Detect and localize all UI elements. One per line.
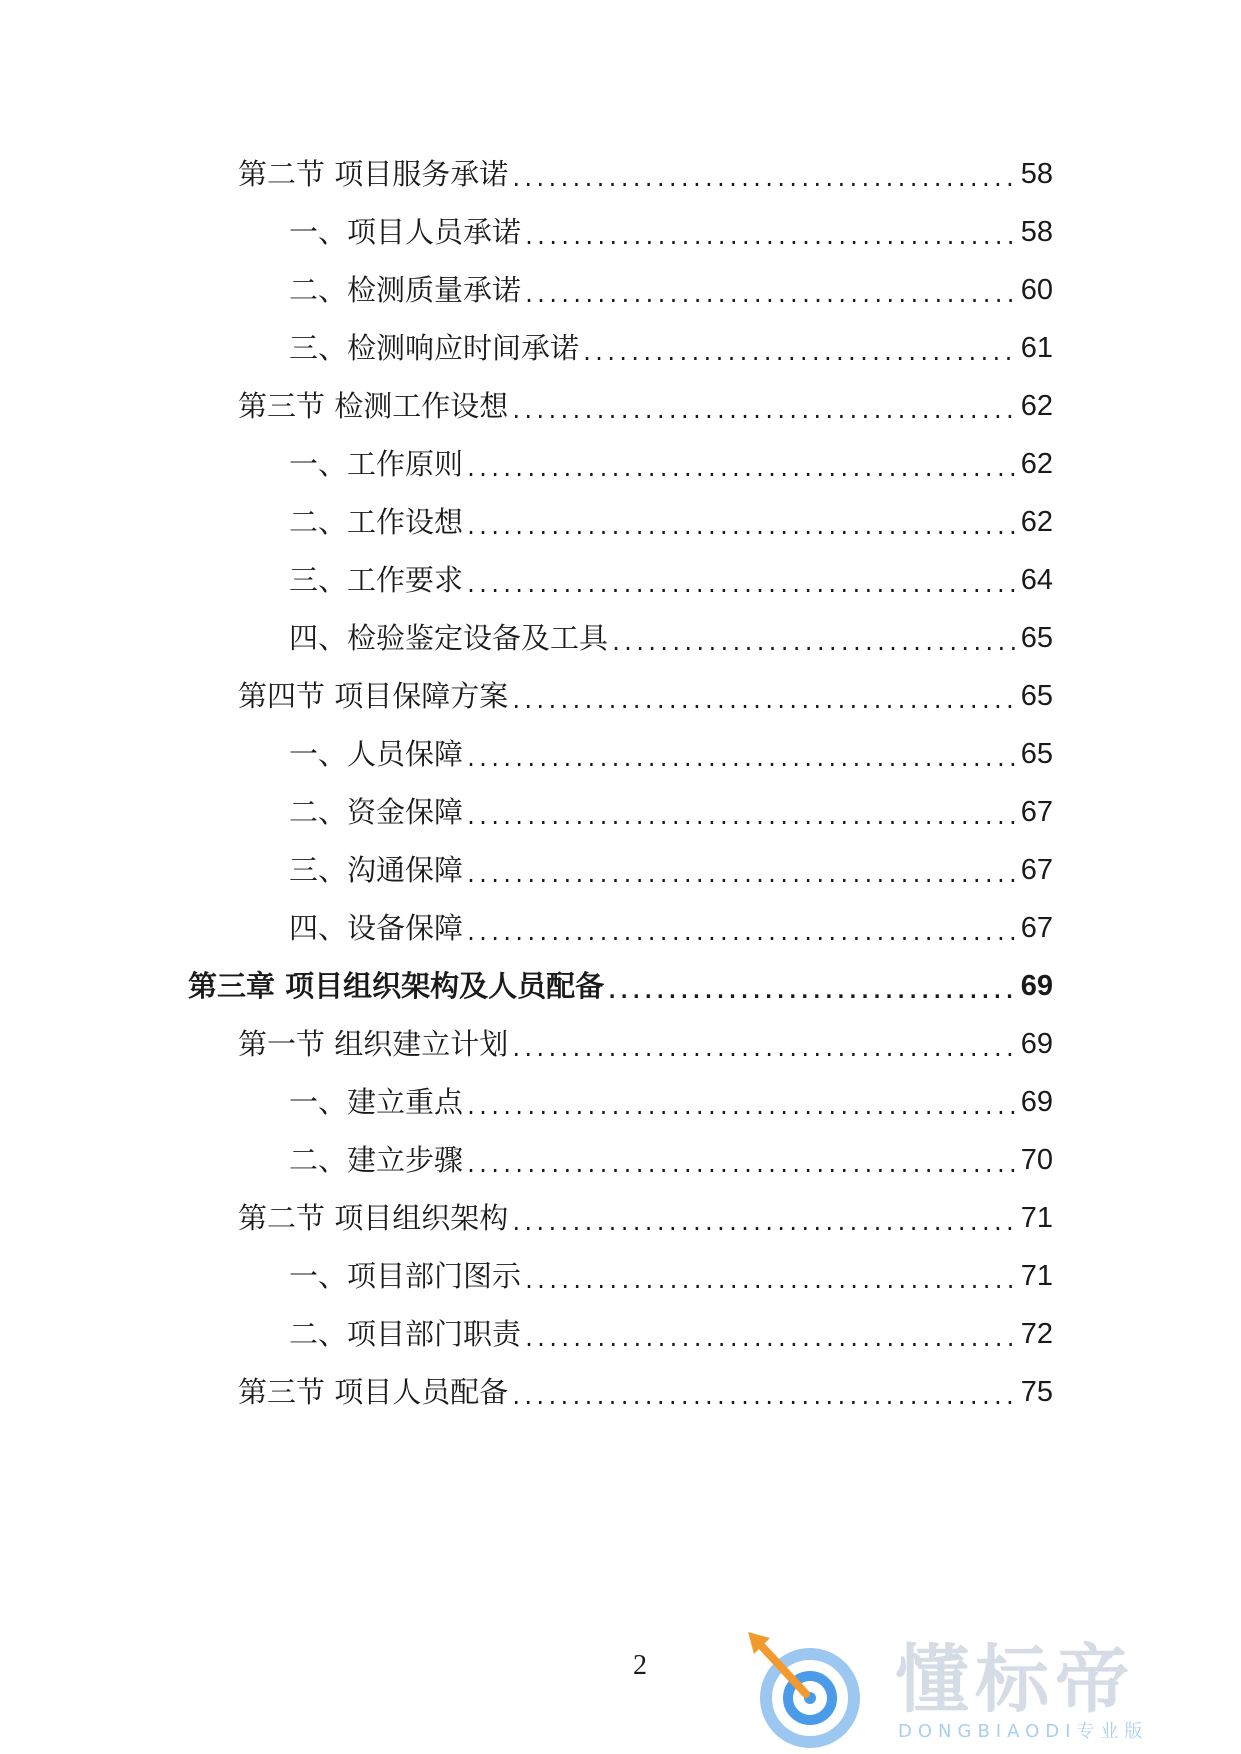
- toc-entry-page: 65: [1020, 622, 1053, 654]
- toc-dot-leader: [606, 974, 1019, 1008]
- toc-entry-label: 第一节 组织建立计划: [238, 1027, 509, 1061]
- toc-entry[interactable]: [289, 616, 1053, 660]
- toc-entry-label: 二、检测质量承诺: [289, 273, 522, 307]
- toc-entry[interactable]: [289, 1254, 1053, 1298]
- toc-entry[interactable]: [289, 732, 1053, 776]
- toc-entry[interactable]: [289, 790, 1053, 834]
- toc-chapter-entry[interactable]: [188, 964, 1053, 1008]
- toc-entry-label: 四、设备保障: [289, 911, 464, 945]
- toc-dot-leader: [523, 278, 1019, 312]
- toc-entry-page: 70: [1020, 1144, 1053, 1176]
- toc-entry[interactable]: [289, 268, 1053, 312]
- toc-dot-leader: [465, 916, 1019, 950]
- target-arrow-icon: [740, 1630, 870, 1748]
- toc-dot-leader: [523, 1322, 1019, 1356]
- toc-dot-leader: [510, 394, 1019, 428]
- watermark-name: 懂标帝: [895, 1637, 1135, 1723]
- page-number: 2: [633, 1650, 647, 1681]
- watermark-subtitle: DONGBIAODI专业版: [898, 1721, 1149, 1742]
- toc-entry[interactable]: [238, 1022, 1053, 1066]
- toc-entry[interactable]: [289, 906, 1053, 950]
- toc-entry[interactable]: [238, 1370, 1053, 1414]
- toc-entry-label: 四、检验鉴定设备及工具: [289, 621, 609, 655]
- toc-dot-leader: [523, 1264, 1019, 1298]
- toc-dot-leader: [465, 800, 1019, 834]
- toc-entry[interactable]: [238, 384, 1053, 428]
- toc-entry-page: 62: [1020, 506, 1053, 538]
- toc-entry[interactable]: [289, 848, 1053, 892]
- toc-entry-label: 第三节 检测工作设想: [238, 389, 509, 423]
- toc-dot-leader: [510, 162, 1019, 196]
- toc-entry[interactable]: [289, 1312, 1053, 1356]
- toc-entry-page: 69: [1020, 970, 1053, 1002]
- toc-entry-label: 二、工作设想: [289, 505, 464, 539]
- toc-entry-page: 62: [1020, 390, 1053, 422]
- toc-entry-label: 二、资金保障: [289, 795, 464, 829]
- toc-entry-label: 一、建立重点: [289, 1085, 464, 1119]
- toc-entry-page: 60: [1020, 274, 1053, 306]
- toc-entry-label: 二、项目部门职责: [289, 1317, 522, 1351]
- toc-dot-leader: [510, 1206, 1019, 1240]
- toc-entry-label: 二、建立步骤: [289, 1143, 464, 1177]
- toc-dot-leader: [610, 626, 1019, 660]
- toc-entry[interactable]: [289, 210, 1053, 254]
- toc-entry-page: 65: [1020, 680, 1053, 712]
- toc-entry-page: 71: [1020, 1260, 1053, 1292]
- toc-dot-leader: [465, 568, 1019, 602]
- toc-entry-label: 第三节 项目人员配备: [238, 1375, 509, 1409]
- toc-entry[interactable]: [289, 1138, 1053, 1182]
- toc-entry[interactable]: [238, 152, 1053, 196]
- toc-dot-leader: [465, 452, 1019, 486]
- toc-entry[interactable]: [289, 326, 1053, 370]
- toc-entry[interactable]: [238, 674, 1053, 718]
- toc-entry[interactable]: [289, 442, 1053, 486]
- toc-entry-page: 67: [1020, 854, 1053, 886]
- toc-entry-page: 65: [1020, 738, 1053, 770]
- toc-dot-leader: [465, 858, 1019, 892]
- toc-entry-page: 62: [1020, 448, 1053, 480]
- toc-dot-leader: [465, 1090, 1019, 1124]
- toc-entry-page: 69: [1020, 1028, 1053, 1060]
- toc-entry[interactable]: [289, 558, 1053, 602]
- toc-entry-page: 72: [1020, 1318, 1053, 1350]
- toc-entry-page: 58: [1020, 216, 1053, 248]
- toc-entry-label: 第四节 项目保障方案: [238, 679, 509, 713]
- toc-entry-label: 三、检测响应时间承诺: [289, 331, 580, 365]
- toc-entry-label: 一、工作原则: [289, 447, 464, 481]
- toc-dot-leader: [465, 742, 1019, 776]
- toc-entry-label: 三、工作要求: [289, 563, 464, 597]
- toc-dot-leader: [465, 1148, 1019, 1182]
- toc-entry-page: 58: [1020, 158, 1053, 190]
- toc-dot-leader: [510, 684, 1019, 718]
- toc-entry-label: 一、人员保障: [289, 737, 464, 771]
- toc-dot-leader: [510, 1380, 1019, 1414]
- toc-entry-label: 一、项目部门图示: [289, 1259, 522, 1293]
- toc-entry-page: 71: [1020, 1202, 1053, 1234]
- toc-entry-page: 61: [1020, 332, 1053, 364]
- toc-dot-leader: [510, 1032, 1019, 1066]
- toc-entry-page: 75: [1020, 1376, 1053, 1408]
- toc-entry-page: 64: [1020, 564, 1053, 596]
- toc-entry-label: 第三章 项目组织架构及人员配备: [188, 969, 605, 1003]
- toc-entry-label: 三、沟通保障: [289, 853, 464, 887]
- toc-entry-page: 69: [1020, 1086, 1053, 1118]
- toc-entry[interactable]: [289, 1080, 1053, 1124]
- toc-dot-leader: [523, 220, 1019, 254]
- toc-entry-page: 67: [1020, 796, 1053, 828]
- toc-entry-page: 67: [1020, 912, 1053, 944]
- toc-entry-label: 一、项目人员承诺: [289, 215, 522, 249]
- toc-entry-label: 第二节 项目组织架构: [238, 1201, 509, 1235]
- toc-dot-leader: [581, 336, 1019, 370]
- toc-entry[interactable]: [238, 1196, 1053, 1240]
- toc-dot-leader: [465, 510, 1019, 544]
- watermark: [740, 1630, 1220, 1748]
- toc-entry[interactable]: [289, 500, 1053, 544]
- toc-entry-label: 第二节 项目服务承诺: [238, 157, 509, 191]
